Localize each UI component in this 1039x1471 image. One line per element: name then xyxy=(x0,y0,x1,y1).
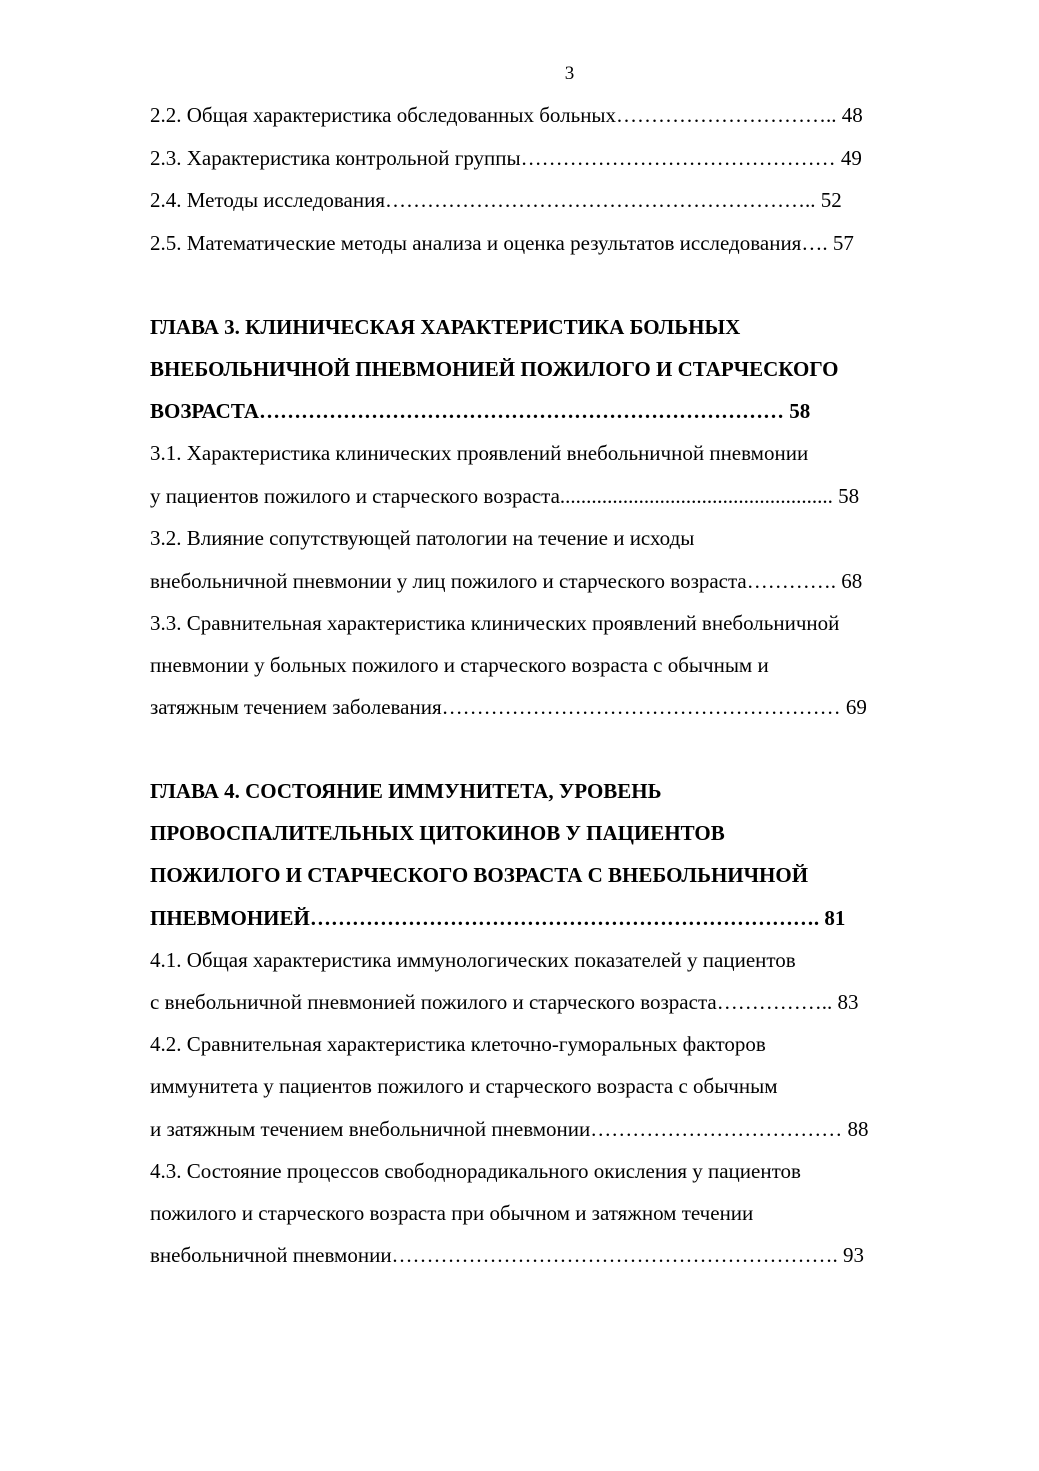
toc-entry-line: и затяжным течением внебольничной пневмонии……………………………… 88 xyxy=(150,1117,869,1141)
toc-chapter-line: ГЛАВА 4. СОСТОЯНИЕ ИММУНИТЕТА, УРОВЕНЬ xyxy=(150,779,662,803)
toc-entry-line: пожилого и старческого возраста при обычном и затяжном течении xyxy=(150,1201,754,1225)
toc-entry-line: 2.3. Характеристика контрольной группы……………………………………… 49 xyxy=(150,146,862,170)
toc-chapter-line: ГЛАВА 3. КЛИНИЧЕСКАЯ ХАРАКТЕРИСТИКА БОЛЬНЫХ xyxy=(150,315,741,339)
toc-entry-line: с внебольничной пневмонией пожилого и старческого возраста…………….. 83 xyxy=(150,990,859,1014)
toc-chapter-line: ВНЕБОЛЬНИЧНОЙ ПНЕВМОНИЕЙ ПОЖИЛОГО И СТАРЧЕСКОГО xyxy=(150,357,839,381)
toc-chapter-line: ВОЗРАСТА………………………………………………………………… 58 xyxy=(150,399,811,423)
toc-entry-line: 4.2. Сравнительная характеристика клеточно-гуморальных факторов xyxy=(150,1032,766,1056)
toc-entry-line: у пациентов пожилого и старческого возраста.................................................... 58 xyxy=(150,484,860,508)
toc-entry-line: 2.5. Математические методы анализа и оценка результатов исследования…. 57 xyxy=(150,231,854,255)
toc-entry-line: затяжным течением заболевания………………………………………………… 69 xyxy=(150,695,867,719)
toc-entry-line: иммунитета у пациентов пожилого и старческого возраста с обычным xyxy=(150,1074,778,1098)
toc-entry-line: 2.2. Общая характеристика обследованных больных………………………….. 48 xyxy=(150,103,863,127)
toc-entry-line: внебольничной пневмонии у лиц пожилого и старческого возраста…………. 68 xyxy=(150,569,863,593)
toc-entry-line: 3.1. Характеристика клинических проявлений внебольничной пневмонии xyxy=(150,441,809,465)
toc-entry-line: 4.3. Состояние процессов свободнорадикального окисления у пациентов xyxy=(150,1159,801,1183)
toc-entry-line: 3.2. Влияние сопутствующей патологии на течение и исходы xyxy=(150,526,695,550)
toc-entry-line: внебольничной пневмонии………………………………………………………. 93 xyxy=(150,1243,865,1267)
toc-entry-line: пневмонии у больных пожилого и старческого возраста с обычным и xyxy=(150,653,769,677)
toc-chapter-line: ПРОВОСПАЛИТЕЛЬНЫХ ЦИТОКИНОВ У ПАЦИЕНТОВ xyxy=(150,821,725,845)
toc-entry-line: 3.3. Сравнительная характеристика клинических проявлений внебольничной xyxy=(150,611,840,635)
toc-entry-line: 2.4. Методы исследования…………………………………………………….. 52 xyxy=(150,188,842,212)
toc-chapter-line: ПОЖИЛОГО И СТАРЧЕСКОГО ВОЗРАСТА С ВНЕБОЛЬНИЧНОЙ xyxy=(150,863,809,887)
toc-entry-line: 4.1. Общая характеристика иммунологических показателей у пациентов xyxy=(150,948,796,972)
toc-chapter-line: ПНЕВМОНИЕЙ………………………………………………………………. 81 xyxy=(150,906,846,930)
page-number: 3 xyxy=(564,63,575,84)
